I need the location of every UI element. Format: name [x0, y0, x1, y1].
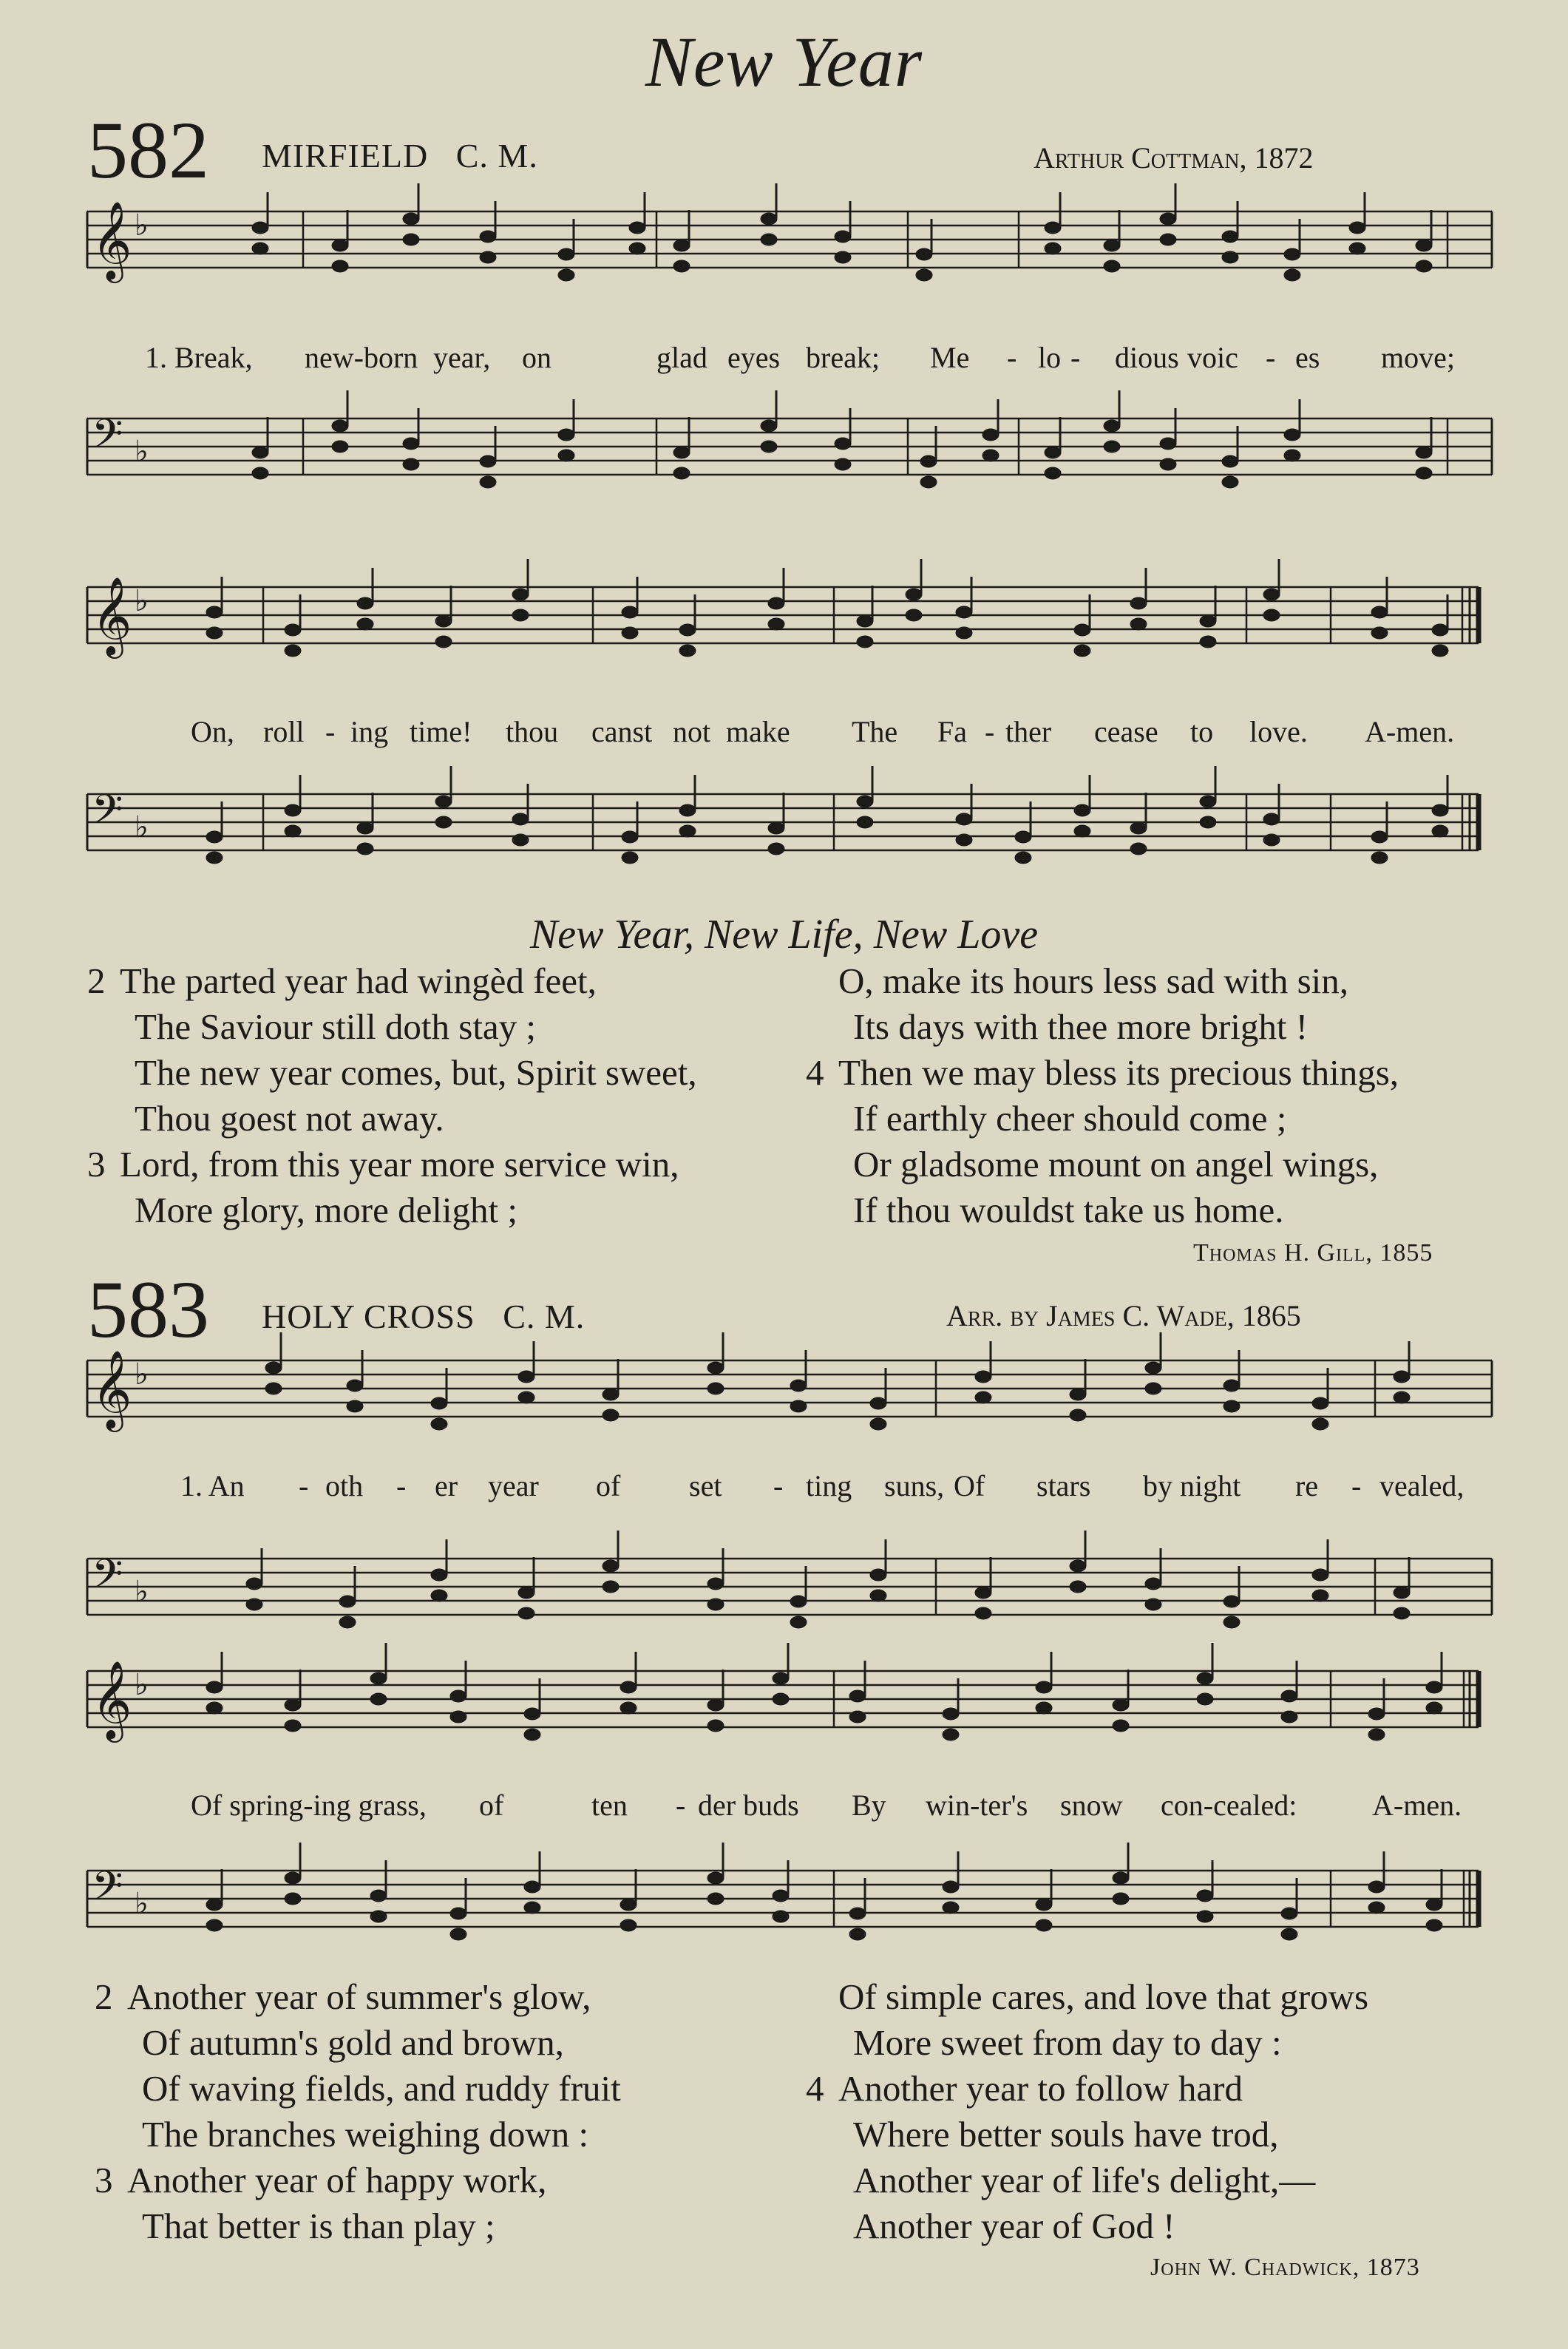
svg-text:𝄞: 𝄞	[92, 200, 132, 279]
hymn-number-582: 582	[87, 105, 209, 195]
verse-text: Another year of life's delight,—	[853, 2160, 1316, 2200]
lyric-syllable: new-born	[305, 341, 418, 374]
verse-line	[87, 1004, 697, 1050]
verse-line	[95, 2203, 621, 2249]
tune-name-583: HOLY CROSS C. M.	[262, 1298, 586, 1335]
verse-text: If thou wouldst take us home.	[853, 1190, 1284, 1230]
lyric-syllable: Of spring-ing grass,	[191, 1789, 427, 1822]
verse-text: Of waving fields, and ruddy fruit	[142, 2068, 621, 2109]
lyric-syllable: 1. Break,	[145, 341, 253, 374]
lyric-syllable: lo	[1038, 341, 1062, 374]
lyric-syllable: year,	[433, 341, 491, 374]
lyric-syllable: roll	[263, 715, 305, 748]
verse-number: 4	[806, 1052, 824, 1093]
verse-text: The new year comes, but, Spirit sweet,	[135, 1052, 697, 1093]
svg-text:𝄞: 𝄞	[92, 1349, 132, 1428]
verse-text: Another year to follow hard	[838, 2068, 1243, 2109]
verses-583-right	[806, 1974, 1368, 2249]
lyric-syllable: suns,	[884, 1469, 945, 1502]
verse-line	[806, 1187, 1399, 1233]
composer-582: Arthur Cottman, 1872	[1034, 141, 1314, 174]
verse-line	[95, 2020, 621, 2066]
verse-text: The Saviour still doth stay ;	[135, 1006, 537, 1047]
lyric-syllable: of	[596, 1469, 621, 1502]
verse-line	[806, 1974, 1368, 2020]
lyric-syllable: snow	[1060, 1789, 1123, 1822]
lyric-syllable: -	[396, 1469, 407, 1502]
svg-text:♭: ♭	[135, 1575, 149, 1609]
verse-text: The branches weighing down :	[142, 2114, 589, 2155]
lyric-syllable: year	[488, 1469, 539, 1502]
verse-line	[87, 1187, 697, 1233]
lyric-syllable: -	[1351, 1469, 1362, 1502]
svg-text:♭: ♭	[135, 1887, 149, 1921]
verse-line	[95, 1974, 621, 2020]
lyric-syllable: canst	[591, 715, 653, 748]
lyric-syllable: -	[773, 1469, 784, 1502]
lyric-syllable: Of	[954, 1469, 985, 1502]
composer-583: Arr. by James C. Wade, 1865	[946, 1299, 1301, 1332]
lyric-syllable: set	[689, 1469, 722, 1502]
lyric-syllable: not	[673, 715, 711, 748]
lyric-syllable: A-men.	[1365, 715, 1455, 748]
verse-line	[806, 1096, 1399, 1142]
lyric-syllable: der buds	[698, 1789, 799, 1822]
lyric-syllable: glad	[656, 341, 707, 374]
hymn-subtitle: New Year, New Life, New Love	[529, 912, 1039, 957]
lyric-syllable: move;	[1381, 341, 1455, 374]
verse-line	[806, 2066, 1368, 2112]
verse-line	[806, 2020, 1368, 2066]
svg-text:𝄞: 𝄞	[92, 1660, 132, 1739]
verse-line	[806, 1142, 1399, 1187]
lyric-syllable: re	[1295, 1469, 1319, 1502]
verse-line	[87, 958, 697, 1004]
verse-number: 4	[806, 2068, 824, 2109]
verse-number: 3	[87, 1144, 106, 1184]
lyric-syllable: -	[676, 1789, 686, 1822]
verse-text: The parted year had wingèd feet,	[120, 960, 597, 1001]
lyric-syllable: cease	[1094, 715, 1158, 748]
lyric-syllable: es	[1295, 341, 1320, 374]
verse-text: If earthly cheer should come ;	[853, 1098, 1287, 1139]
lyric-syllable: vealed,	[1379, 1469, 1465, 1502]
lyric-syllable: make	[726, 715, 790, 748]
svg-text:♭: ♭	[135, 209, 149, 243]
verse-text: Lord, from this year more service win,	[120, 1144, 679, 1184]
page-title: New Year	[645, 22, 923, 101]
author-583: John W. Chadwick, 1873	[1150, 2254, 1420, 2281]
verse-line	[806, 2203, 1368, 2249]
verse-text: More sweet from day to day :	[853, 2022, 1282, 2063]
lyric-syllable: The	[852, 715, 898, 748]
svg-text:𝄢: 𝄢	[92, 786, 123, 843]
verses-583-left	[95, 1974, 621, 2249]
lyric-syllable: time!	[410, 715, 472, 748]
svg-text:♭: ♭	[135, 1357, 149, 1392]
lyric-syllable: voic	[1187, 341, 1238, 374]
lyric-syllable: stars	[1036, 1469, 1091, 1502]
lyric-syllable: Me	[930, 341, 970, 374]
svg-text:♭: ♭	[135, 1668, 149, 1702]
lyric-syllable: -	[1070, 341, 1081, 374]
lyric-syllable: love.	[1249, 715, 1308, 748]
lyric-syllable: oth	[325, 1469, 364, 1502]
lyric-syllable: -	[299, 1469, 309, 1502]
verse-line	[806, 2112, 1368, 2158]
lyric-syllable: thou	[506, 715, 559, 748]
verse-text: Its days with thee more bright !	[853, 1006, 1309, 1047]
verse-text: O, make its hours less sad with sin,	[838, 960, 1349, 1001]
lyric-syllable: -	[985, 715, 995, 748]
verse-text: Another year of summer's glow,	[127, 1976, 591, 2017]
verse-number: 2	[87, 960, 106, 1001]
lyric-syllable: -	[1266, 341, 1276, 374]
svg-text:♭: ♭	[135, 435, 149, 469]
lyric-syllable: ten	[591, 1789, 628, 1822]
verse-line	[95, 2066, 621, 2112]
svg-text:𝄢: 𝄢	[92, 410, 123, 467]
verses-582-left	[87, 958, 697, 1233]
lyric-syllable: A-men.	[1372, 1789, 1462, 1822]
lyric-syllable: on	[522, 341, 551, 374]
svg-text:𝄢: 𝄢	[92, 1550, 123, 1607]
lyric-syllable: to	[1190, 715, 1214, 748]
verse-text: Where better souls have trod,	[853, 2114, 1279, 2155]
verse-text: Of simple cares, and love that grows	[838, 1976, 1369, 2017]
verse-text: Or gladsome mount on angel wings,	[853, 1144, 1379, 1184]
verse-text: Then we may bless its precious things,	[838, 1052, 1399, 1093]
svg-text:♭: ♭	[135, 810, 149, 844]
verse-line	[87, 1050, 697, 1096]
verse-text: Of autumn's gold and brown,	[142, 2022, 564, 2063]
verse-line	[806, 1004, 1399, 1050]
lyric-syllable: By	[852, 1789, 886, 1822]
lyric-syllable: 1. An	[180, 1469, 245, 1502]
verse-line	[95, 2112, 621, 2158]
lyric-syllable: win-ter's	[926, 1789, 1028, 1822]
lyric-syllable: On,	[191, 715, 234, 748]
verse-text: Another year of God !	[853, 2206, 1175, 2246]
svg-text:♭: ♭	[135, 584, 149, 618]
svg-text:𝄢: 𝄢	[92, 1862, 123, 1919]
lyric-syllable: dious	[1115, 341, 1179, 374]
verse-line	[806, 1050, 1399, 1096]
verse-text: Thou goest not away.	[135, 1098, 444, 1139]
verse-number: 2	[95, 1976, 113, 2017]
verse-line	[87, 1142, 697, 1187]
verse-text: Another year of happy work,	[127, 2160, 547, 2200]
verses-582-right	[806, 958, 1399, 1233]
verse-text: That better is than play ;	[142, 2206, 495, 2246]
lyric-syllable: of	[479, 1789, 504, 1822]
verse-line	[806, 2158, 1368, 2203]
verse-line	[806, 958, 1399, 1004]
lyric-syllable: ther	[1005, 715, 1052, 748]
lyric-syllable: er	[435, 1469, 458, 1502]
lyric-syllable: eyes	[727, 341, 781, 374]
verse-line	[95, 2158, 621, 2203]
tune-name-582: MIRFIELD C. M.	[262, 137, 538, 174]
lyric-syllable: Fa	[937, 715, 967, 748]
verse-text: More glory, more delight ;	[135, 1190, 518, 1230]
verse-line	[87, 1096, 697, 1142]
lyric-syllable: -	[325, 715, 336, 748]
lyric-syllable: ing	[350, 715, 389, 748]
verse-number: 3	[95, 2160, 113, 2200]
hymn-number-583: 583	[87, 1264, 209, 1355]
author-582: Thomas H. Gill, 1855	[1193, 1239, 1433, 1267]
lyric-syllable: -	[1007, 341, 1017, 374]
svg-text:𝄞: 𝄞	[92, 576, 132, 655]
lyric-syllable: by night	[1143, 1469, 1241, 1502]
lyric-syllable: break;	[806, 341, 880, 374]
lyric-syllable: ting	[806, 1469, 852, 1502]
lyric-syllable: con-cealed:	[1161, 1789, 1297, 1822]
